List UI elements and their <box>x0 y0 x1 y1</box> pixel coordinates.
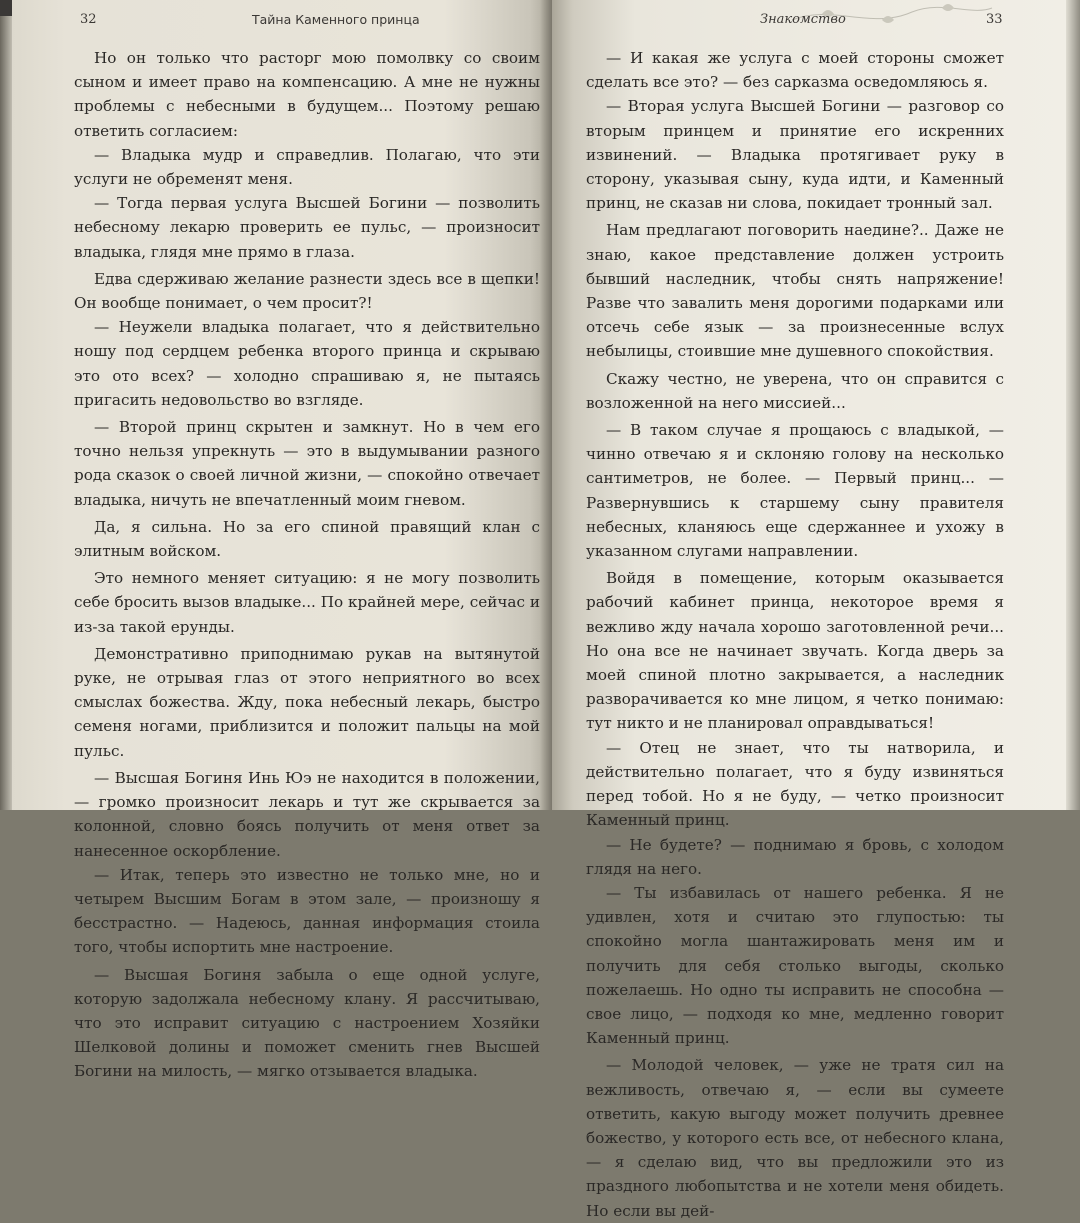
paragraph: Демонстративно приподнимаю рукав на вытянутой руке, не отрывая глаз от этого неприятного во всех смыслах божества. Жду, пока небесный лекарь, быстро семеня ногами, приблизится и положит пальцы на мой пульс. <box>74 644 540 760</box>
paragraph: Едва сдерживаю желание разнести здесь все в щепки! Он вообще понимает, о чем просит?! <box>74 269 540 313</box>
paragraph: — В таком случае я прощаюсь с владыкой, — чинно отвечаю я и склоняю голову на несколько сантиметров, не более. — Первый принц... — Развернувшись к старшему сыну правителя небесных, кланяюсь еще сдержаннее и ухожу в указанном слугами направлении. <box>586 421 1004 561</box>
page-number: 32 <box>80 12 97 27</box>
left-page <box>12 0 552 1081</box>
paragraph: Но он только что расторг мою помолвку со своим сыном и имеет право на компенсацию. А мне не нужны проблемы с небесными в будущем... Поэтому решаю ответить согласием: <box>74 49 540 140</box>
running-title: Знакомство <box>760 12 846 27</box>
paragraph: Да, я сильна. Но за его спиной правящий клан с элитным войском. <box>74 517 540 561</box>
paragraph: — Тогда первая услуга Высшей Богини — позволить небесному лекарю проверить ее пульс, — произносит владыка, глядя мне прямо в глаза. <box>74 194 540 261</box>
page-text <box>74 46 540 1084</box>
paragraph: — Молодой человек, — уже не тратя сил на вежливость, отвечаю я, — если вы сумеете ответить, какую выгоду может получить древнее божество, у которого есть все, от небесного клана, — я сделаю вид, что вы предложили это из праздного любопытства и не хотели меня обидеть. Но если вы дей- <box>586 1056 1004 1220</box>
running-title: Тайна Каменного принца <box>252 12 420 27</box>
paragraph: Скажу честно, не уверена, что он справится с возложенной на него миссией... <box>586 369 1004 412</box>
paragraph: Нам предлагают поговорить наедине?.. Даже не знаю, какое представление должен устроить бывший наследник, чтобы снять напряжение! Разве что завалить меня дорогими подарками или отсечь себе язык — за произнесенные вслух небылицы, стоившие мне душевного спокойствия. <box>586 221 1004 361</box>
paragraph: Это немного меняет ситуацию: я не могу позволить себе бросить вызов владыке... По крайней мере, сейчас и из-за такой ерунды. <box>74 569 540 636</box>
page-number: 33 <box>986 12 1003 27</box>
paragraph: — И какая же услуга с моей стороны сможет сделать все это? — без сарказма осведомляюсь я. <box>586 49 1004 92</box>
right-page <box>552 0 1072 1220</box>
paragraph: — Высшая Богиня Инь Юэ не находится в положении, — громко произносит лекарь и тут же скрывается за колонной, словно боясь получить от меня ответ за нанесенное оскорбление. <box>74 768 540 860</box>
paragraph: — Второй принц скрытен и замкнут. Но в чем его точно нельзя упрекнуть — это в выдумывании разного рода сказок о своей личной жизни, — спокойно отвечает владыка, ничуть не впечатленный моим гневом. <box>74 418 540 509</box>
book-edge-right <box>1066 0 1080 810</box>
paragraph: — Вторая услуга Высшей Богини — разговор со вторым принцем и принятие его искренних извинений. — Владыка протягивает руку в сторону, указывая сыну, куда идти, и Каменный принц, не сказав ни слова, покидает тронный зал. <box>586 97 1004 213</box>
paragraph: — Владыка мудр и справедлив. Полагаю, что эти услуги не обременят меня. <box>74 145 540 189</box>
paragraph: — Не будете? — поднимаю я бровь, с холодом глядя на него. <box>586 835 1004 878</box>
paragraph: — Ты избавилась от нашего ребенка. Я не удивлен, хотя и считаю это глупостью: ты спокойно могла шантажировать меня им и получить для себя столько выгоды, сколько пожелаешь. Но одно ты исправить не способна — свое лицо, — подходя ко мне, медленно говорит Каменный принц. <box>586 883 1004 1048</box>
page-text <box>586 46 1004 1223</box>
paragraph: — Отец не знает, что ты натворила, и действительно полагает, что я буду извиняться перед тобой. Но я не буду, — четко произносит Каменный принц. <box>586 738 1004 830</box>
paragraph: Войдя в помещение, которым оказывается рабочий кабинет принца, некоторое время я вежливо жду начала хорошо заготовленной речи... Но она все не начинает звучать. Когда дверь за моей спиной плотно закрывается, а наследник разворачивается ко мне лицом, я четко понимаю: тут никто и не планировал оправдываться! <box>586 569 1004 733</box>
paragraph: — Высшая Богиня забыла о еще одной услуге, которую задолжала небесному клану. Я рассчитываю, что это исправит ситуацию с настроением Хозяйки Шелковой долины и поможет сменить гнев Высшей Богини на милость, — мягко отзывается владыка. <box>74 965 540 1081</box>
paragraph: — Неужели владыка полагает, что я действительно ношу под сердцем ребенка второго принца и скрываю это ото всех? — холодно спрашиваю я, не пытаясь пригасить недовольство во взгляде. <box>74 318 540 409</box>
paragraph: — Итак, теперь это известно не только мне, но и четырем Высшим Богам в этом зале, — произношу я бесстрастно. — Надеюсь, данная информация стоила того, чтобы испортить мне настроение. <box>74 865 540 957</box>
